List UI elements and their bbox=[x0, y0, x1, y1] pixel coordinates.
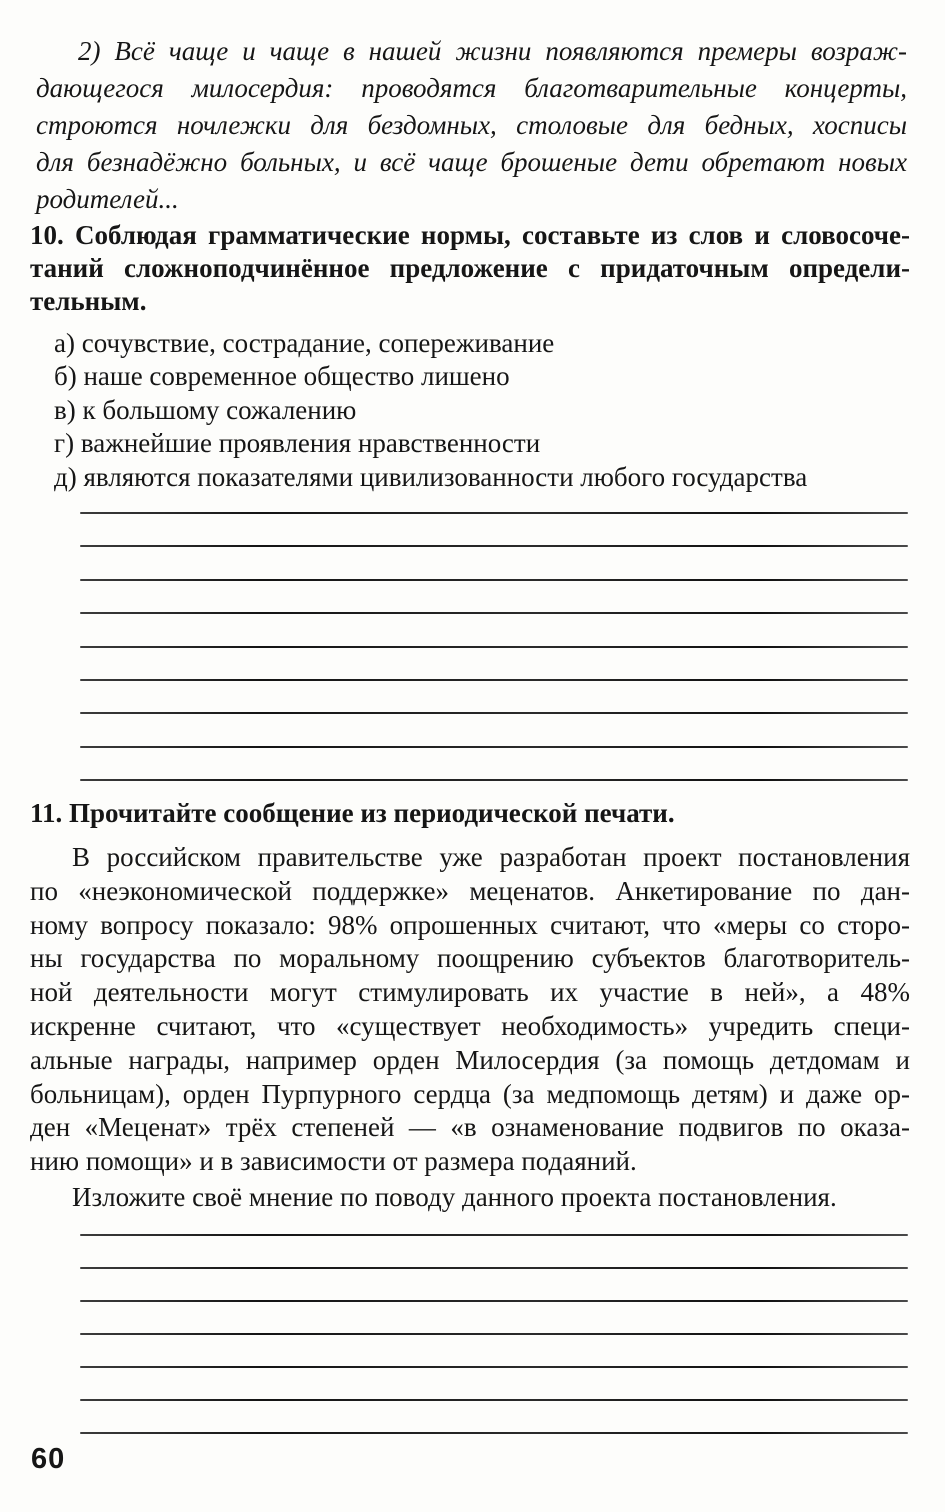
paragraph-line: В российском правительстве уже разработан проект постановления bbox=[72, 842, 910, 872]
list-item: а) сочувствие, сострадание, сопереживание bbox=[54, 328, 555, 358]
list-item: в) к большому сожалению bbox=[54, 394, 357, 425]
writing-line bbox=[80, 512, 908, 514]
writing-line bbox=[80, 646, 908, 648]
exercise-10-answer-lines bbox=[80, 512, 908, 781]
page-number: 60 bbox=[31, 1443, 66, 1475]
exercise-11-heading-text: 11. Прочитайте сообщение из периодической печати. bbox=[30, 798, 675, 828]
exercise-11-instruction bbox=[30, 1181, 910, 1214]
quote-line: 2) Всё чаще и чаще в нашей жизни появляются премеры возраж- bbox=[78, 36, 907, 66]
writing-line bbox=[80, 1333, 908, 1335]
paragraph-line: нию помощи» и в зависимости от размера подаяний. bbox=[30, 1146, 637, 1177]
paragraph-line: ден «Меценат» трёх степеней — «в ознаменование подвигов по оказа- bbox=[30, 1112, 910, 1143]
quote-line: дающегося милосердия: проводятся благотварительные концерты, bbox=[36, 73, 907, 103]
writing-line bbox=[80, 712, 908, 714]
quote-line: строются ночлежки для бездомных, столовые для бедных, хосписы bbox=[36, 110, 907, 140]
exercise-11-instruction-text: Изложите своё мнение по поводу данного проекта постановления. bbox=[72, 1182, 837, 1212]
heading-line: 10. Соблюдая грамматические нормы, составьте из слов и словосоче- bbox=[30, 220, 910, 250]
quote-line: для безнадёжно больных, и всё чаще брошеные дети обретают новых bbox=[36, 147, 907, 177]
writing-line bbox=[80, 612, 908, 614]
paragraph-line: ному вопросу показало: 98% опрошенных считают, что «меры со сторо- bbox=[30, 909, 910, 940]
paragraph-line: ной деятельности могут стимулировать их участие в ней», а 48% bbox=[30, 977, 910, 1008]
writing-line bbox=[80, 1300, 908, 1302]
paragraph-line: ны государства по моральному поощрению субъектов благотворитель- bbox=[30, 943, 910, 974]
list-item: д) являются показателями цивилизованности любого государства bbox=[54, 461, 808, 492]
list-item: г) важнейшие проявления нравственности bbox=[54, 428, 541, 459]
exercise-11-body-paragraph bbox=[30, 841, 910, 1179]
writing-line bbox=[80, 545, 908, 547]
writing-line bbox=[80, 579, 908, 581]
writing-line bbox=[80, 1432, 908, 1434]
paragraph-line: искренне считают, что «существует необходимость» учредить специ- bbox=[30, 1010, 910, 1041]
exercise-10-word-list bbox=[54, 327, 910, 494]
writing-line bbox=[80, 746, 908, 748]
writing-line bbox=[80, 679, 908, 681]
writing-line bbox=[80, 779, 908, 781]
paragraph-line: больницам), орден Пурпурного сердца (за медпомощь детям) и даже ор- bbox=[30, 1078, 910, 1109]
exercise-10-heading bbox=[30, 219, 910, 318]
writing-line bbox=[80, 1366, 908, 1368]
quote-paragraph bbox=[36, 33, 907, 218]
writing-line bbox=[80, 1399, 908, 1401]
heading-line: тельным. bbox=[30, 286, 147, 316]
writing-line bbox=[80, 1234, 908, 1236]
exercise-11-heading bbox=[30, 797, 910, 830]
paragraph-line: по «неэкономической поддержке» меценатов. Анкетирование по дан- bbox=[30, 875, 910, 906]
exercise-11-answer-lines bbox=[80, 1234, 908, 1434]
heading-line: таний сложноподчинённое предложение с придаточным определи- bbox=[30, 253, 910, 283]
paragraph-line: альные награды, например орден Милосердия (за помощь детдомам и bbox=[30, 1044, 910, 1075]
list-item: б) наше современное общество лишено bbox=[54, 361, 510, 392]
writing-line bbox=[80, 1267, 908, 1269]
quote-line: родителей... bbox=[36, 184, 179, 214]
